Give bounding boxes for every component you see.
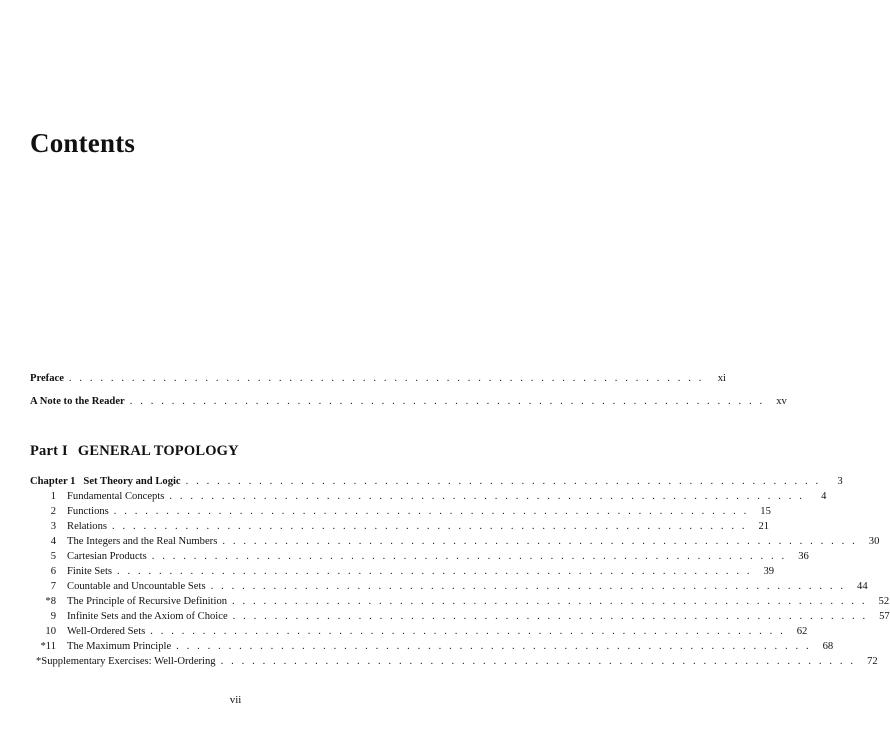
part-heading: [30, 443, 239, 460]
toc-entry-chapter[interactable]: [30, 474, 843, 489]
toc-entry-section[interactable]: [30, 639, 834, 654]
dot-leader: . . . . . . . . . . . . . . . . . . . . . . . . . . . . . . . . . . . . . . . . . . . . . . . . . . . . . . . . . . . . .: [150, 626, 786, 637]
toc-page-number: 30: [868, 536, 880, 547]
toc-page-number: 4: [821, 491, 827, 502]
toc-page-number: 62: [796, 626, 808, 637]
toc-page-number: 68: [822, 641, 834, 652]
dot-leader: . . . . . . . . . . . . . . . . . . . . . . . . . . . . . . . . . . . . . . . . . . . . . . . . . . . . . . . . . . . . .: [220, 656, 856, 667]
dot-leader: . . . . . . . . . . . . . . . . . . . . . . . . . . . . . . . . . . . . . . . . . . . . . . . . . . . . . . . . . . . . .: [129, 396, 765, 407]
dot-leader: . . . . . . . . . . . . . . . . . . . . . . . . . . . . . . . . . . . . . . . . . . . . . . . . . . . . . . . . . . . . .: [185, 476, 821, 487]
dot-leader: . . . . . . . . . . . . . . . . . . . . . . . . . . . . . . . . . . . . . . . . . . . . . . . . . . . . . . . . . . . . .: [68, 373, 704, 384]
dot-leader: . . . . . . . . . . . . . . . . . . . . . . . . . . . . . . . . . . . . . . . . . . . . . . . . . . . . . . . . . . . . .: [112, 521, 748, 532]
part-number: Part I: [30, 443, 68, 459]
toc-entry-section[interactable]: [30, 579, 868, 594]
toc-entry-label: A Note to the Reader: [30, 396, 125, 407]
section-title: *Supplementary Exercises: Well-Ordering: [36, 656, 216, 667]
dot-leader: . . . . . . . . . . . . . . . . . . . . . . . . . . . . . . . . . . . . . . . . . . . . . . . . . . . . . . . . . . . . .: [113, 506, 749, 517]
section-title: Finite Sets: [67, 566, 113, 577]
toc-page-number: 44: [857, 581, 868, 592]
section-title: Fundamental Concepts: [67, 491, 165, 502]
section-title: The Maximum Principle: [67, 641, 172, 652]
dot-leader: . . . . . . . . . . . . . . . . . . . . . . . . . . . . . . . . . . . . . . . . . . . . . . . . . . . . . . . . . . . . .: [169, 491, 805, 502]
section-number: 4: [50, 536, 56, 547]
chapter-title: Set Theory and Logic: [83, 476, 181, 487]
section-number: 5: [50, 551, 56, 562]
section-title: The Integers and the Real Numbers: [67, 536, 218, 547]
toc-page-number: 36: [798, 551, 809, 562]
toc-page-number: 72: [867, 656, 878, 667]
toc-entry-section[interactable]: [30, 519, 770, 534]
section-number: 7: [50, 581, 56, 592]
toc-entry-section[interactable]: [30, 534, 880, 549]
toc-entry-note-to-reader[interactable]: [30, 394, 787, 409]
chapter-number: Chapter 1: [30, 476, 76, 487]
dot-leader: . . . . . . . . . . . . . . . . . . . . . . . . . . . . . . . . . . . . . . . . . . . . . . . . . . . . . . . . . . . . .: [117, 566, 753, 577]
section-title: Functions: [67, 506, 109, 517]
section-number: *11: [40, 641, 56, 652]
page-title: Contents: [30, 128, 136, 158]
dot-leader: . . . . . . . . . . . . . . . . . . . . . . . . . . . . . . . . . . . . . . . . . . . . . . . . . . . . . . . . . . . . .: [222, 536, 858, 547]
toc-page-number: 3: [837, 476, 843, 487]
section-title: Infinite Sets and the Axiom of Choice: [67, 611, 228, 622]
section-number: 10: [45, 626, 56, 637]
toc-entry-section[interactable]: [30, 594, 890, 609]
section-number: 9: [50, 611, 56, 622]
toc-page-number: xv: [776, 396, 787, 407]
toc-entry-section[interactable]: [30, 609, 890, 624]
toc-page-number: 57: [879, 611, 890, 622]
toc-page-number: 21: [758, 521, 770, 532]
dot-leader: . . . . . . . . . . . . . . . . . . . . . . . . . . . . . . . . . . . . . . . . . . . . . . . . . . . . . . . . . . . . .: [232, 596, 868, 607]
toc-page-number: 39: [763, 566, 775, 577]
section-number: 6: [50, 566, 56, 577]
section-number: 2: [50, 506, 56, 517]
part-title: GENERAL TOPOLOGY: [77, 443, 239, 459]
dot-leader: . . . . . . . . . . . . . . . . . . . . . . . . . . . . . . . . . . . . . . . . . . . . . . . . . . . . . . . . . . . . .: [151, 551, 787, 562]
toc-page-number: xi: [717, 373, 726, 384]
toc-page-number: 15: [760, 506, 771, 517]
section-title: Cartesian Products: [67, 551, 147, 562]
toc-entry-section[interactable]: [30, 489, 827, 504]
page-number: vii: [229, 694, 242, 706]
section-title: Countable and Uncountable Sets: [67, 581, 206, 592]
toc-entry-preface[interactable]: [30, 371, 726, 386]
section-title: The Principle of Recursive Definition: [67, 596, 228, 607]
toc-entry-section[interactable]: [30, 549, 809, 564]
dot-leader: . . . . . . . . . . . . . . . . . . . . . . . . . . . . . . . . . . . . . . . . . . . . . . . . . . . . . . . . . . . . .: [232, 611, 868, 622]
toc-entry-section[interactable]: [30, 504, 771, 519]
section-number: 3: [50, 521, 56, 532]
section-number: 1: [50, 491, 56, 502]
toc-entry-section[interactable]: [30, 564, 775, 579]
dot-leader: . . . . . . . . . . . . . . . . . . . . . . . . . . . . . . . . . . . . . . . . . . . . . . . . . . . . . . . . . . . . .: [210, 581, 846, 592]
section-title: Relations: [67, 521, 108, 532]
toc-entry-section[interactable]: [30, 624, 808, 639]
dot-leader: . . . . . . . . . . . . . . . . . . . . . . . . . . . . . . . . . . . . . . . . . . . . . . . . . . . . . . . . . . . . .: [176, 641, 812, 652]
toc-page-number: 52: [878, 596, 890, 607]
section-number: *8: [45, 596, 56, 607]
toc-entry-supplementary[interactable]: [30, 654, 878, 669]
toc-entry-label: Preface: [30, 373, 64, 384]
section-title: Well-Ordered Sets: [67, 626, 146, 637]
